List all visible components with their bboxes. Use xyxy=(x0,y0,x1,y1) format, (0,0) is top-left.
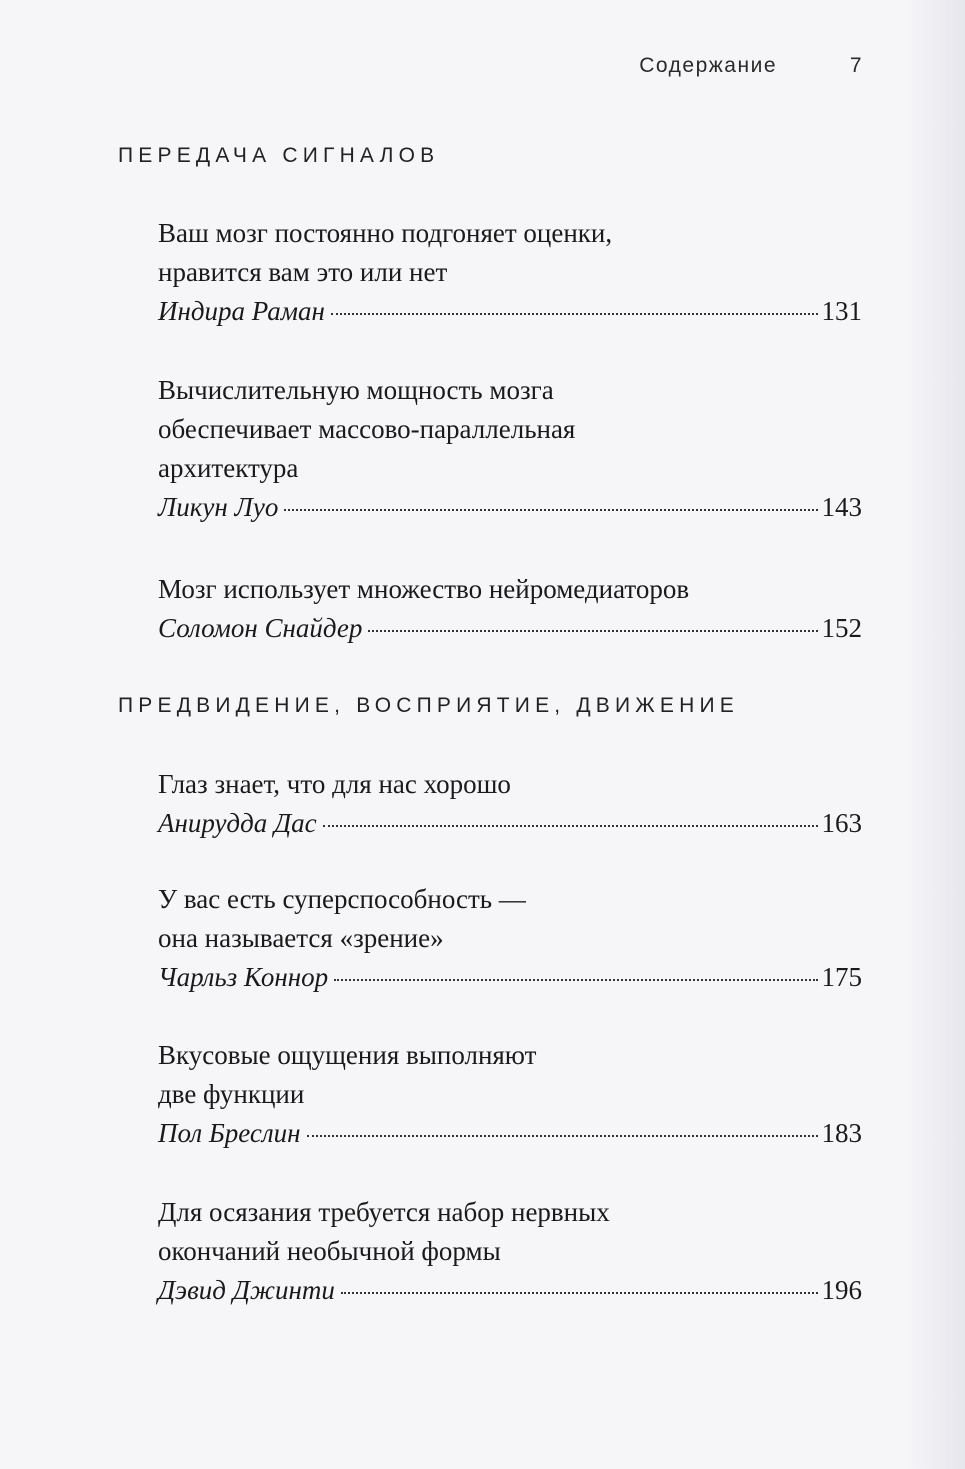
entry-author: Соломон Снайдер xyxy=(158,613,363,643)
entry-page-number: 163 xyxy=(821,808,862,838)
header-title: Содержание xyxy=(639,54,777,77)
dot-leader xyxy=(368,628,817,632)
entry-title-line: она называется «зрение» xyxy=(158,923,444,953)
entry-author-row xyxy=(158,804,862,843)
entry-title-line: Вкусовые ощущения выполняют xyxy=(158,1040,537,1070)
entry-title-line: Ваш мозг постоянно подгоняет оценки, xyxy=(158,218,613,248)
toc-entry[interactable] xyxy=(158,1193,862,1310)
running-header xyxy=(560,52,865,88)
dot-leader xyxy=(334,977,817,981)
toc-entry[interactable] xyxy=(158,880,862,997)
entry-page-number: 183 xyxy=(821,1118,862,1148)
toc-entry[interactable] xyxy=(158,1036,862,1153)
page-edge-shadow xyxy=(905,0,965,1469)
entry-author: Анирудда Дас xyxy=(158,808,317,838)
entry-page-number: 196 xyxy=(821,1275,862,1305)
entry-title-line: нравится вам это или нет xyxy=(158,257,448,287)
section-heading-signal-transmission: ПЕРЕДАЧА СИГНАЛОВ xyxy=(118,144,440,167)
entry-title-line: обеспечивает массово-параллельная xyxy=(158,414,576,444)
dot-leader xyxy=(341,1290,818,1294)
entry-page-number: 175 xyxy=(821,962,862,992)
entry-author-row xyxy=(158,488,862,527)
entry-author: Дэвид Джинти xyxy=(158,1275,335,1305)
section-heading-perception-movement: ПРЕДВИДЕНИЕ, ВОСПРИЯТИЕ, ДВИЖЕНИЕ xyxy=(118,694,739,717)
entry-author-row xyxy=(158,1114,862,1153)
entry-author: Чарльз Коннор xyxy=(158,962,329,992)
toc-entry[interactable] xyxy=(158,371,862,527)
entry-title-line: окончаний необычной формы xyxy=(158,1236,501,1266)
entry-author-row xyxy=(158,609,862,648)
entry-author-row xyxy=(158,292,862,331)
entry-author: Индира Раман xyxy=(158,296,325,326)
dot-leader xyxy=(323,823,818,827)
entry-title-line: Мозг использует множество нейромедиаторов xyxy=(158,574,690,604)
toc-entry[interactable] xyxy=(158,214,862,331)
entry-title-line: У вас есть суперспособность — xyxy=(158,884,526,914)
entry-title-line: Для осязания требуется набор нервных xyxy=(158,1197,610,1227)
entry-page-number: 152 xyxy=(821,613,862,643)
header-page-number: 7 xyxy=(849,54,863,77)
entry-author-row xyxy=(158,1271,862,1310)
entry-title-line: две функции xyxy=(158,1079,305,1109)
entry-title-line: Вычислительную мощность мозга xyxy=(158,375,554,405)
entry-author: Пол Бреслин xyxy=(158,1118,301,1148)
entry-title-line: архитектура xyxy=(158,453,299,483)
entry-author-row xyxy=(158,958,862,997)
entry-page-number: 131 xyxy=(821,296,862,326)
toc-entry[interactable] xyxy=(158,765,862,843)
entry-author: Ликун Луо xyxy=(158,492,279,522)
entry-title-line: Глаз знает, что для нас хорошо xyxy=(158,769,511,799)
dot-leader xyxy=(284,507,817,511)
dot-leader xyxy=(307,1133,818,1137)
entry-page-number: 143 xyxy=(821,492,862,522)
toc-entry[interactable] xyxy=(158,570,862,648)
dot-leader xyxy=(331,311,818,315)
